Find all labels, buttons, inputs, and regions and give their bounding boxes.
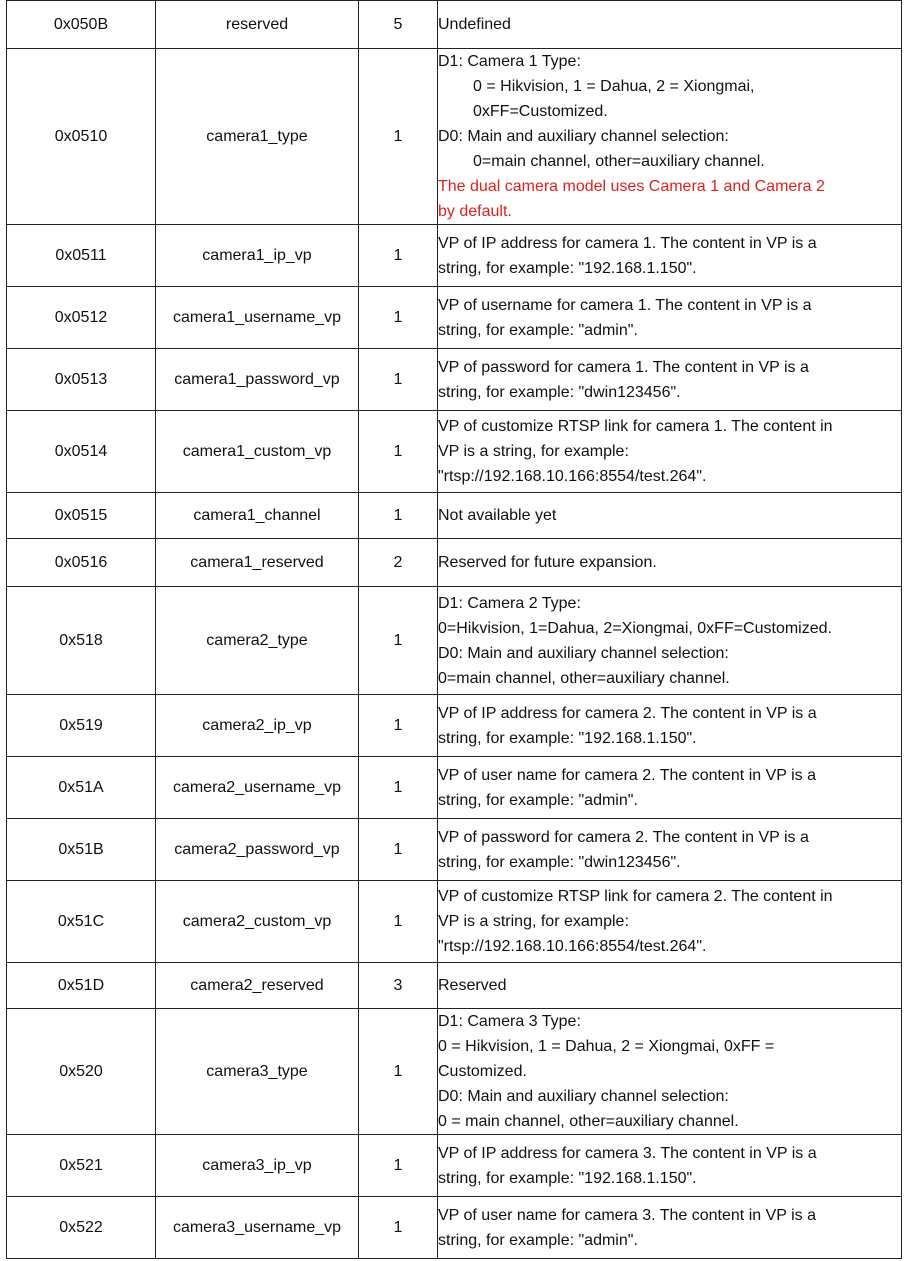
description-line: D0: Main and auxiliary channel selection: bbox=[438, 1088, 729, 1105]
address-cell: 0x0510 bbox=[7, 49, 156, 225]
description-line: Not available yet bbox=[438, 507, 557, 524]
description-line: VP of username for camera 1. The content in VP is a bbox=[438, 296, 812, 314]
register-name-cell: camera1_type bbox=[156, 49, 359, 225]
register-name-cell: camera3_type bbox=[156, 1009, 359, 1135]
address-cell: 0x050B bbox=[7, 1, 156, 49]
description-line: string, for example: "dwin123456". bbox=[438, 853, 681, 871]
table-row bbox=[7, 1009, 902, 1135]
description-line: VP of user name for camera 2. The content in VP is a bbox=[438, 766, 816, 784]
length-cell: 1 bbox=[359, 819, 438, 881]
description-cell bbox=[438, 1, 902, 49]
table-row bbox=[7, 881, 902, 963]
address-cell: 0x518 bbox=[7, 587, 156, 695]
description-line: VP of user name for camera 3. The content in VP is a bbox=[438, 1206, 816, 1224]
table-row bbox=[7, 1135, 902, 1197]
description-cell bbox=[438, 539, 902, 587]
description-line: "rtsp://192.168.10.166:8554/test.264". bbox=[438, 468, 707, 485]
description-line: VP of IP address for camera 1. The content in VP is a bbox=[438, 234, 817, 252]
length-cell: 1 bbox=[359, 225, 438, 287]
address-cell: 0x51C bbox=[7, 881, 156, 963]
length-cell: 1 bbox=[359, 1197, 438, 1259]
table-row bbox=[7, 539, 902, 587]
description-line: VP of IP address for camera 2. The content in VP is a bbox=[438, 704, 817, 722]
description-cell bbox=[438, 411, 902, 493]
address-cell: 0x0512 bbox=[7, 287, 156, 349]
register-table-body bbox=[7, 1, 902, 1259]
length-cell: 1 bbox=[359, 287, 438, 349]
description-line: VP is a string, for example: bbox=[438, 913, 629, 930]
description-line: string, for example: "192.168.1.150". bbox=[438, 1169, 697, 1187]
length-cell: 1 bbox=[359, 757, 438, 819]
address-cell: 0x520 bbox=[7, 1009, 156, 1135]
table-row bbox=[7, 225, 902, 287]
description-line: VP of customize RTSP link for camera 2. The content in bbox=[438, 888, 833, 905]
description-line: Customized. bbox=[438, 1063, 527, 1080]
table-row bbox=[7, 1, 902, 49]
description-cell bbox=[438, 757, 902, 819]
description-line: D0: Main and auxiliary channel selection: bbox=[438, 644, 729, 662]
description-note-line: The dual camera model uses Camera 1 and Camera 2 bbox=[438, 178, 825, 195]
length-cell: 1 bbox=[359, 1135, 438, 1197]
length-cell: 5 bbox=[359, 1, 438, 49]
description-line: D0: Main and auxiliary channel selection: bbox=[438, 128, 729, 145]
description-cell bbox=[438, 225, 902, 287]
length-cell: 1 bbox=[359, 1009, 438, 1135]
register-name-cell: reserved bbox=[156, 1, 359, 49]
address-cell: 0x51D bbox=[7, 963, 156, 1009]
description-cell bbox=[438, 1009, 902, 1135]
table-row bbox=[7, 963, 902, 1009]
table-row bbox=[7, 587, 902, 695]
description-line: D1: Camera 1 Type: bbox=[438, 53, 581, 70]
description-line: VP of password for camera 1. The content in VP is a bbox=[438, 358, 809, 376]
register-name-cell: camera1_custom_vp bbox=[156, 411, 359, 493]
description-line: 0=main channel, other=auxiliary channel. bbox=[438, 669, 730, 687]
description-line: string, for example: "admin". bbox=[438, 321, 638, 339]
address-cell: 0x522 bbox=[7, 1197, 156, 1259]
table-row bbox=[7, 411, 902, 493]
description-line: Undefined bbox=[438, 16, 511, 33]
table-row bbox=[7, 695, 902, 757]
description-cell bbox=[438, 881, 902, 963]
length-cell: 2 bbox=[359, 539, 438, 587]
register-name-cell: camera1_channel bbox=[156, 493, 359, 539]
register-name-cell: camera2_username_vp bbox=[156, 757, 359, 819]
description-line: string, for example: "192.168.1.150". bbox=[438, 729, 697, 747]
description-line: 0xFF=Customized. bbox=[473, 103, 608, 120]
register-name-cell: camera1_reserved bbox=[156, 539, 359, 587]
length-cell: 1 bbox=[359, 587, 438, 695]
length-cell: 1 bbox=[359, 493, 438, 539]
description-line: string, for example: "dwin123456". bbox=[438, 383, 681, 401]
description-cell bbox=[438, 587, 902, 695]
description-line: 0 = Hikvision, 1 = Dahua, 2 = Xiongmai, bbox=[473, 78, 755, 95]
description-cell bbox=[438, 349, 902, 411]
description-line: Reserved bbox=[438, 977, 507, 994]
address-cell: 0x0514 bbox=[7, 411, 156, 493]
length-cell: 1 bbox=[359, 411, 438, 493]
description-note-line: by default. bbox=[438, 203, 512, 220]
description-cell bbox=[438, 963, 902, 1009]
register-name-cell: camera3_ip_vp bbox=[156, 1135, 359, 1197]
description-cell bbox=[438, 287, 902, 349]
register-name-cell: camera1_username_vp bbox=[156, 287, 359, 349]
length-cell: 3 bbox=[359, 963, 438, 1009]
register-name-cell: camera3_username_vp bbox=[156, 1197, 359, 1259]
table-row bbox=[7, 1197, 902, 1259]
description-line: string, for example: "admin". bbox=[438, 791, 638, 809]
description-line: VP of password for camera 2. The content in VP is a bbox=[438, 828, 809, 846]
description-line: D1: Camera 2 Type: bbox=[438, 594, 581, 612]
description-line: VP is a string, for example: bbox=[438, 443, 629, 460]
address-cell: 0x51B bbox=[7, 819, 156, 881]
description-line: 0=main channel, other=auxiliary channel. bbox=[473, 153, 765, 170]
register-name-cell: camera2_type bbox=[156, 587, 359, 695]
table-row bbox=[7, 287, 902, 349]
address-cell: 0x521 bbox=[7, 1135, 156, 1197]
description-line: "rtsp://192.168.10.166:8554/test.264". bbox=[438, 938, 707, 955]
description-cell bbox=[438, 695, 902, 757]
table-row bbox=[7, 349, 902, 411]
description-cell bbox=[438, 1197, 902, 1259]
address-cell: 0x0513 bbox=[7, 349, 156, 411]
description-line: 0 = Hikvision, 1 = Dahua, 2 = Xiongmai, 0xFF = bbox=[438, 1038, 775, 1055]
register-name-cell: camera1_ip_vp bbox=[156, 225, 359, 287]
table-row bbox=[7, 49, 902, 225]
address-cell: 0x519 bbox=[7, 695, 156, 757]
description-line: D1: Camera 3 Type: bbox=[438, 1013, 581, 1030]
register-table bbox=[6, 0, 902, 1259]
description-cell bbox=[438, 1135, 902, 1197]
length-cell: 1 bbox=[359, 695, 438, 757]
length-cell: 1 bbox=[359, 49, 438, 225]
description-cell bbox=[438, 49, 902, 225]
register-name-cell: camera2_custom_vp bbox=[156, 881, 359, 963]
description-line: VP of IP address for camera 3. The content in VP is a bbox=[438, 1144, 817, 1162]
table-row bbox=[7, 757, 902, 819]
description-line: Reserved for future expansion. bbox=[438, 554, 657, 571]
address-cell: 0x0516 bbox=[7, 539, 156, 587]
table-row bbox=[7, 493, 902, 539]
register-name-cell: camera2_reserved bbox=[156, 963, 359, 1009]
description-line: string, for example: "admin". bbox=[438, 1231, 638, 1249]
address-cell: 0x0515 bbox=[7, 493, 156, 539]
table-row bbox=[7, 819, 902, 881]
description-line: 0=Hikvision, 1=Dahua, 2=Xiongmai, 0xFF=Customized. bbox=[438, 619, 832, 637]
address-cell: 0x0511 bbox=[7, 225, 156, 287]
description-cell bbox=[438, 819, 902, 881]
description-line: VP of customize RTSP link for camera 1. The content in bbox=[438, 418, 833, 435]
register-name-cell: camera2_password_vp bbox=[156, 819, 359, 881]
description-cell bbox=[438, 493, 902, 539]
register-name-cell: camera2_ip_vp bbox=[156, 695, 359, 757]
description-line: 0 = main channel, other=auxiliary channel. bbox=[438, 1113, 739, 1130]
register-name-cell: camera1_password_vp bbox=[156, 349, 359, 411]
length-cell: 1 bbox=[359, 881, 438, 963]
address-cell: 0x51A bbox=[7, 757, 156, 819]
length-cell: 1 bbox=[359, 349, 438, 411]
description-line: string, for example: "192.168.1.150". bbox=[438, 259, 697, 277]
